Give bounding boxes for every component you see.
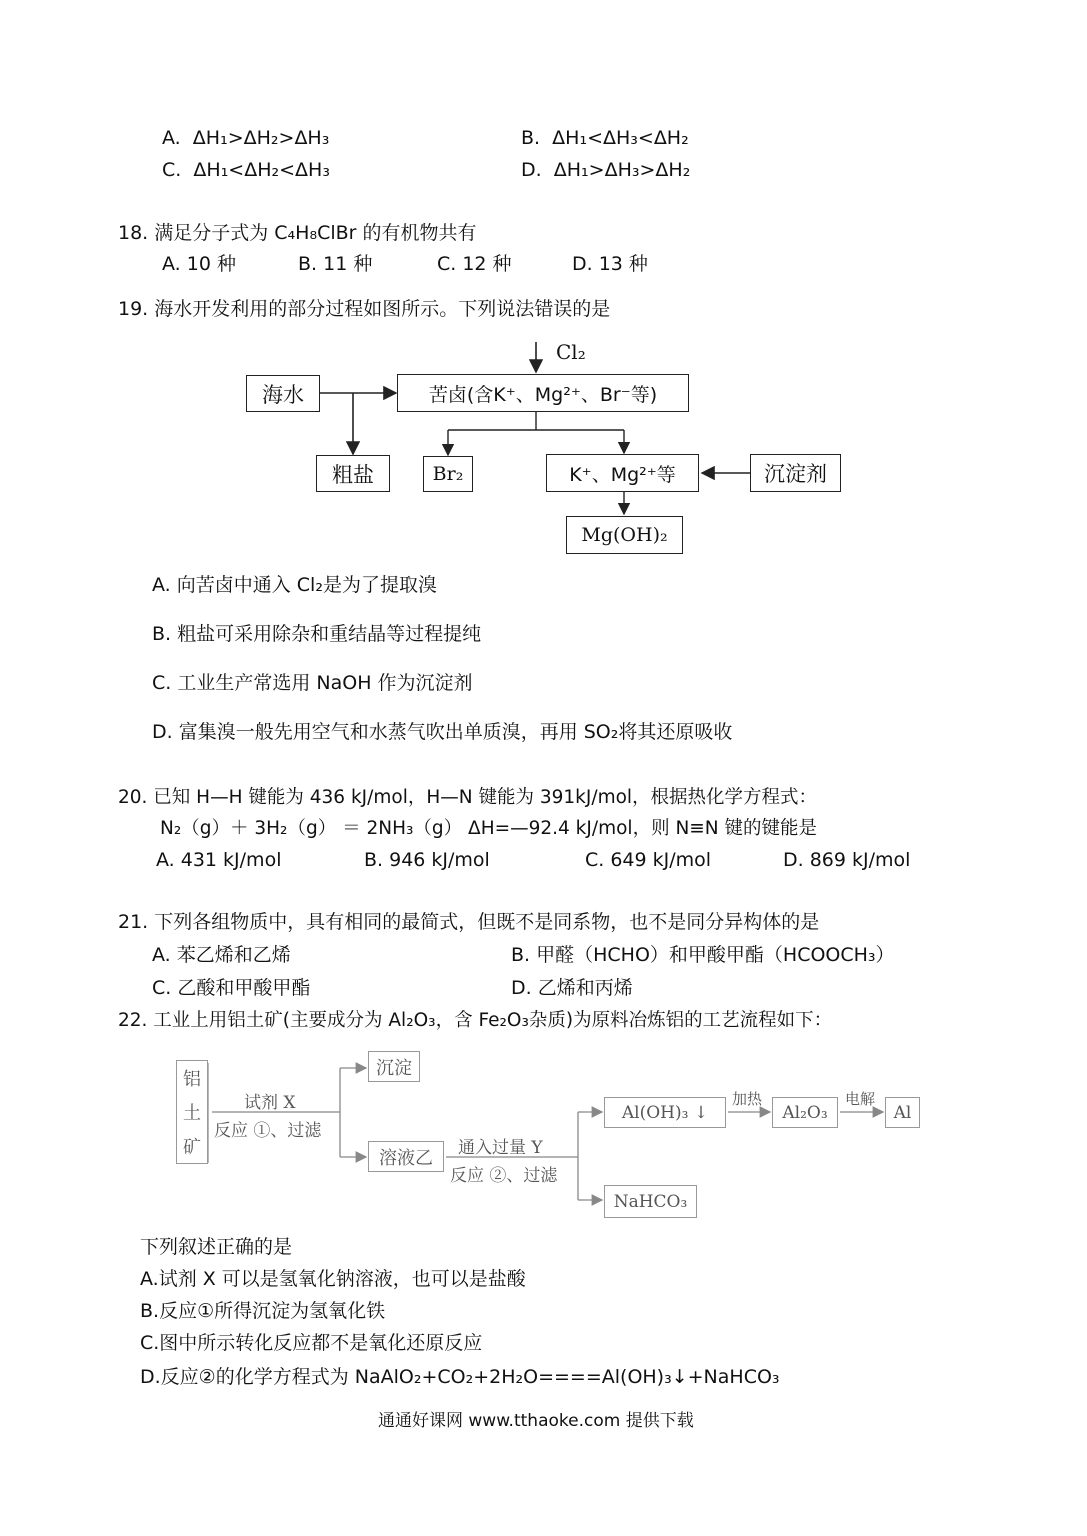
q22-aloh3-label: Al(OH)₃ ↓ [621, 1102, 709, 1123]
q22-al2o3-box [772, 1097, 838, 1128]
q18-option-a: A. 10 种 [162, 253, 236, 275]
q22-reaction1-label: 反应 ①、过滤 [214, 1121, 322, 1141]
q22-solution-b-box [368, 1141, 444, 1172]
q19-option-d: D. 富集溴一般先用空气和水蒸气吹出单质溴，再用 SO₂将其还原吸收 [152, 721, 733, 743]
q22-option-c: C.图中所示转化反应都不是氧化还原反应 [140, 1332, 483, 1354]
q22-heat-label: 加热 [732, 1090, 763, 1108]
q17-option-d: D. ΔH₁>ΔH₃>ΔH₂ [521, 159, 691, 181]
q20-option-d: D. 869 kJ/mol [783, 849, 911, 871]
q22-option-b: B.反应①所得沉淀为氢氧化铁 [140, 1300, 386, 1322]
q22-electrolysis-label: 电解 [845, 1090, 876, 1108]
q17-option-a: A. ΔH₁>ΔH₂>ΔH₃ [162, 127, 330, 149]
q19-crude-salt-label: 粗盐 [332, 462, 374, 487]
q19-seawater-box [246, 375, 320, 412]
q22-option-d: D.反应②的化学方程式为 NaAlO₂+CO₂+2H₂O====Al(OH)₃↓+NaHCO₃ [140, 1366, 780, 1388]
q18-stem: 18. 满足分子式为 C₄H₈ClBr 的有机物共有 [118, 222, 477, 244]
q22-ore-box [176, 1060, 208, 1164]
q22-precipitate-box [368, 1051, 420, 1082]
q22-al-box [885, 1097, 920, 1128]
q22-nahco3-box [604, 1185, 697, 1218]
q22-lead: 下列叙述正确的是 [140, 1236, 293, 1258]
q17-option-b: B. ΔH₁<ΔH₃<ΔH₂ [521, 127, 689, 149]
q22-aloh3-box [604, 1097, 726, 1128]
q22-pass-y-label: 通入过量 Y [458, 1138, 543, 1158]
q19-k-mg-box [546, 454, 699, 492]
q20-option-a: A. 431 kJ/mol [156, 849, 282, 871]
q18-option-c: C. 12 种 [437, 253, 512, 275]
q20-option-c: C. 649 kJ/mol [585, 849, 712, 871]
q22-option-a: A.试剂 X 可以是氢氧化钠溶液，也可以是盐酸 [140, 1268, 526, 1290]
q21-option-b: B. 甲醛（HCHO）和甲酸甲酯（HCOOCH₃） [511, 944, 895, 966]
q19-option-b: B. 粗盐可采用除杂和重结晶等过程提纯 [152, 623, 482, 645]
q19-precipitant-box [750, 454, 841, 492]
q19-bittern-label: 苦卤(含K⁺、Mg²⁺、Br⁻等) [428, 383, 658, 406]
q22-ore-char-2: 土 [183, 1103, 201, 1124]
q19-bittern-box [397, 374, 689, 412]
q19-stem: 19. 海水开发利用的部分过程如图所示。下列说法错误的是 [118, 298, 611, 320]
q22-ore-char-3: 矿 [183, 1137, 201, 1158]
q22-nahco3-label: NaHCO₃ [613, 1191, 688, 1212]
q19-mgoh2-label: Mg(OH)₂ [581, 524, 668, 546]
q19-option-a: A. 向苦卤中通入 Cl₂是为了提取溴 [152, 574, 437, 596]
q19-precipitant-label: 沉淀剂 [764, 462, 827, 486]
q19-k-mg-label: K⁺、Mg²⁺等 [569, 463, 676, 486]
q21-option-a: A. 苯乙烯和乙烯 [152, 944, 291, 966]
q19-br2-label: Br₂ [432, 463, 464, 485]
q22-reaction2-label: 反应 ②、过滤 [450, 1166, 558, 1186]
q19-br2-box [423, 456, 473, 492]
page-footer: 通通好课网 www.tthaoke.com 提供下载 [378, 1411, 694, 1431]
q21-option-d: D. 乙烯和丙烯 [511, 977, 633, 999]
q17-option-c: C. ΔH₁<ΔH₂<ΔH₃ [162, 159, 330, 181]
q20-equation: N₂（g）＋ 3H₂（g） ＝ 2NH₃（g） ΔH=—92.4 kJ/mol，则 N≡N 键的键能是 [160, 818, 818, 839]
q19-crude-salt-box [316, 455, 390, 492]
q22-ore-char-1: 铝 [183, 1069, 201, 1090]
q22-solution-b-label: 溶液乙 [379, 1147, 433, 1169]
q20-option-b: B. 946 kJ/mol [364, 849, 490, 871]
q22-stem: 22. 工业上用铝土矿(主要成分为 Al₂O₃，含 Fe₂O₃杂质)为原料冶炼铝的工艺流程如下： [118, 1010, 833, 1031]
q19-seawater-label: 海水 [262, 382, 304, 407]
q22-precipitate-label: 沉淀 [376, 1057, 412, 1079]
q20-stem: 20. 已知 H—H 键能为 436 kJ/mol，H—N 键能为 391kJ/mol，根据热化学方程式： [118, 787, 818, 808]
q19-cl2-label: Cl₂ [556, 340, 586, 364]
q22-al2o3-label: Al₂O₃ [782, 1102, 828, 1123]
q22-reagent-x-label: 试剂 X [244, 1093, 296, 1113]
q19-mgoh2-box [566, 516, 683, 554]
q18-option-d: D. 13 种 [572, 253, 648, 275]
q18-option-b: B. 11 种 [298, 253, 373, 275]
q21-option-c: C. 乙酸和甲酸甲酯 [152, 977, 311, 999]
q22-al-label: Al [893, 1102, 912, 1123]
q21-stem: 21. 下列各组物质中，具有相同的最简式，但既不是同系物，也不是同分异构体的是 [118, 911, 820, 933]
q19-option-c: C. 工业生产常选用 NaOH 作为沉淀剂 [152, 672, 473, 694]
